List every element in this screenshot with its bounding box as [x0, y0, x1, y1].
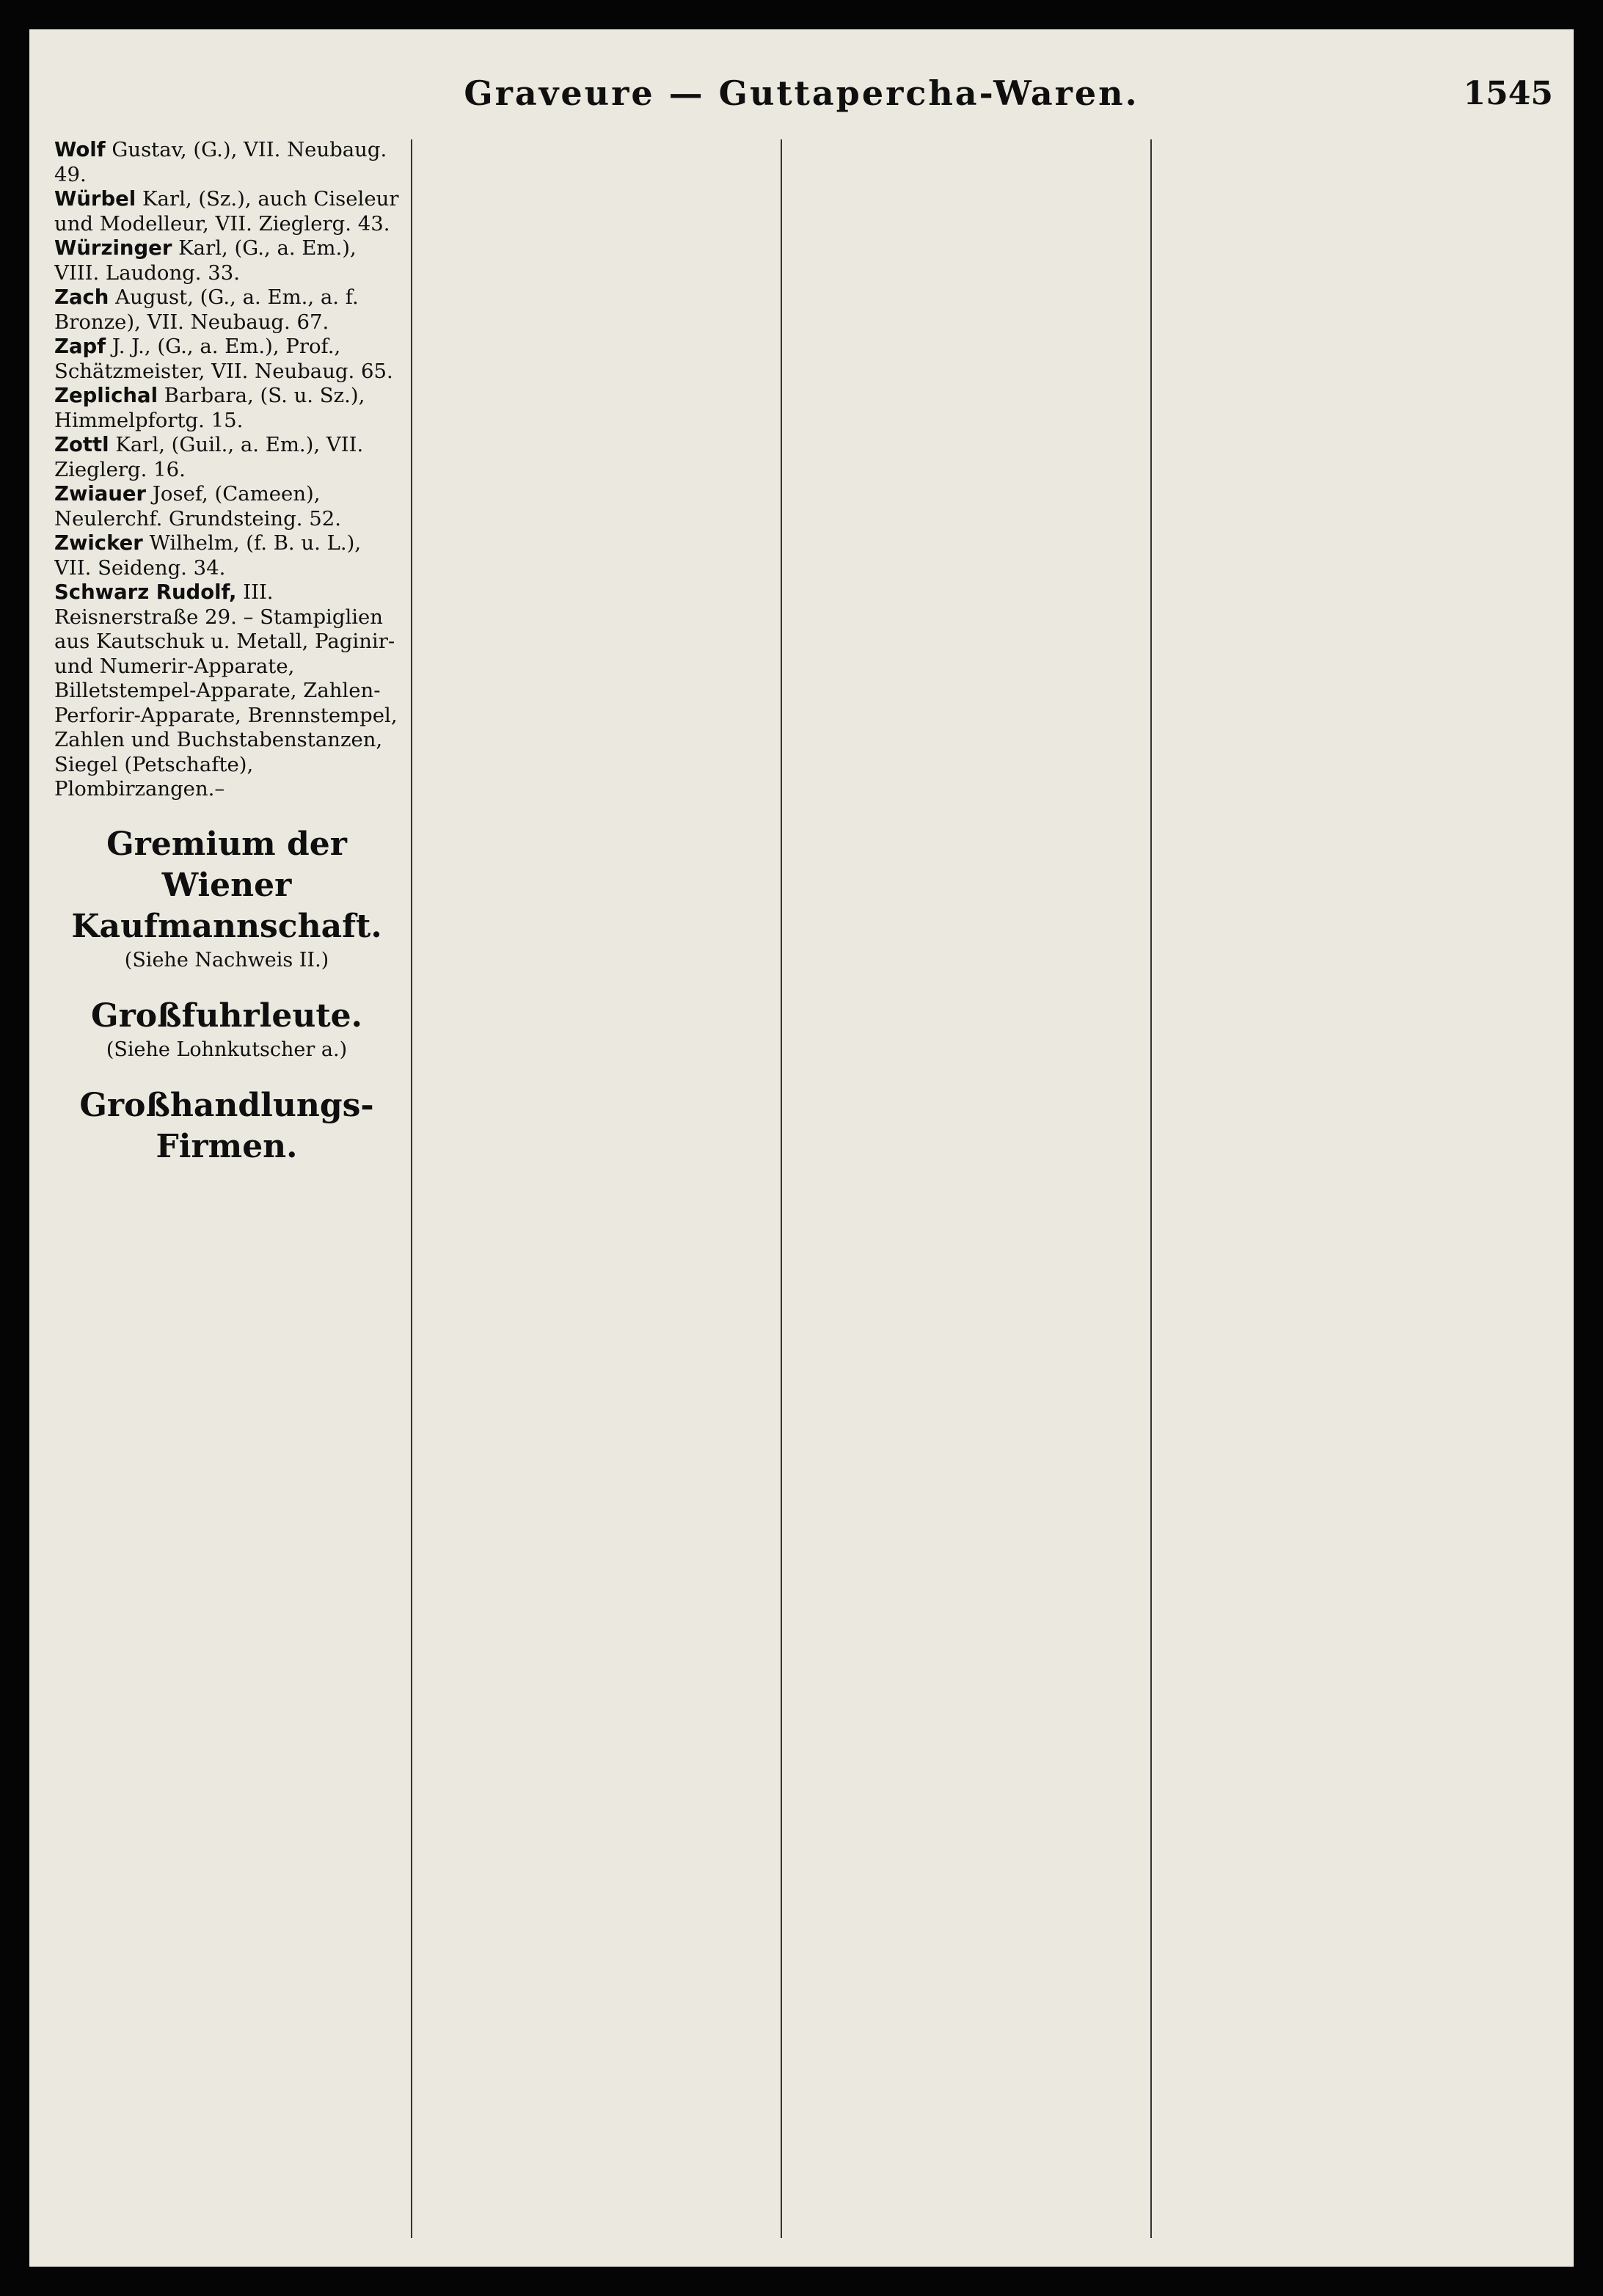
directory-entry	[54, 531, 399, 580]
entry-name: Schwarz Rudolf,	[54, 580, 237, 604]
entry-text: Wilhelm, (f. B. u. L.), VII. Seideng. 34.	[54, 531, 362, 580]
column-rule	[411, 139, 412, 2238]
directory-entry	[54, 187, 399, 236]
column-3	[794, 138, 1139, 2251]
column-rule	[1150, 139, 1152, 2238]
entry-text: Karl, (G., a. Em.), VIII. Laudong. 33.	[54, 236, 357, 285]
column-4	[1164, 138, 1508, 2251]
directory-entry	[54, 285, 399, 335]
page-header	[29, 73, 1574, 132]
section-heading: Großhandlungs-Firmen.	[79, 1086, 374, 1165]
entry-text: August, (G., a. Em., a. f. Bronze), VII. Neubaug. 67.	[54, 285, 359, 334]
entry-name: Wolf	[54, 138, 106, 161]
section-heading: Großfuhrleute.	[91, 996, 362, 1035]
column-2	[424, 138, 769, 2251]
entry-name: Zottl	[54, 433, 109, 456]
entry-text: Barbara, (S. u. Sz.), Himmelpfortg. 15.	[54, 384, 365, 432]
running-head: Graveure — Guttapercha-Waren.	[464, 73, 1139, 113]
entry-text: Josef, (Cameen), Neulerchf. Grundsteing. 52.	[54, 482, 341, 531]
entry-name: Zwiauer	[54, 482, 147, 506]
directory-entry	[54, 236, 399, 285]
directory-entry	[54, 138, 399, 187]
column-rule	[781, 139, 782, 2238]
section-reference: (Siehe Nachweis II.)	[124, 948, 329, 972]
entry-name: Zapf	[54, 335, 106, 358]
entry-name: Würzinger	[54, 236, 172, 260]
entry-text: III. Reisnerstraße 29. – Stampiglien aus Kautschuk u. Metall, Paginir- und Numerir-Apparate, Billetstempel-Apparate, Zahlen-Perforir-Apparate, Brennstempel, Zahlen und Buchstabenstanzen, Siegel (Petschafte), Plombirzangen.–	[54, 580, 398, 801]
entry-text: J. J., (G., a. Em.), Prof., Schätzmeister, VII. Neubaug. 65.	[54, 335, 393, 383]
entry-name: Zach	[54, 285, 109, 309]
entry-name: Zeplichal	[54, 384, 158, 407]
directory-entry	[54, 482, 399, 531]
directory-entry	[54, 433, 399, 482]
directory-page	[29, 29, 1574, 2267]
entry-text: Karl, (Sz.), auch Ciseleur und Modelleur, VII. Zieglerg. 43.	[54, 187, 399, 236]
directory-entry	[54, 335, 399, 384]
page-number: 1545	[1463, 75, 1553, 112]
directory-entry	[54, 384, 399, 433]
section-heading: Gremium der Wiener Kaufmannschaft.	[71, 825, 382, 945]
section-reference: (Siehe Lohnkutscher a.)	[106, 1038, 348, 1061]
column-1	[54, 138, 399, 2251]
entry-text: Karl, (Guil., a. Em.), VII. Zieglerg. 16.	[54, 433, 364, 481]
entry-text: Gustav, (G.), VII. Neubaug. 49.	[54, 138, 387, 186]
entry-name: Würbel	[54, 187, 136, 211]
entry-name: Zwicker	[54, 531, 143, 555]
directory-entry	[54, 580, 399, 802]
